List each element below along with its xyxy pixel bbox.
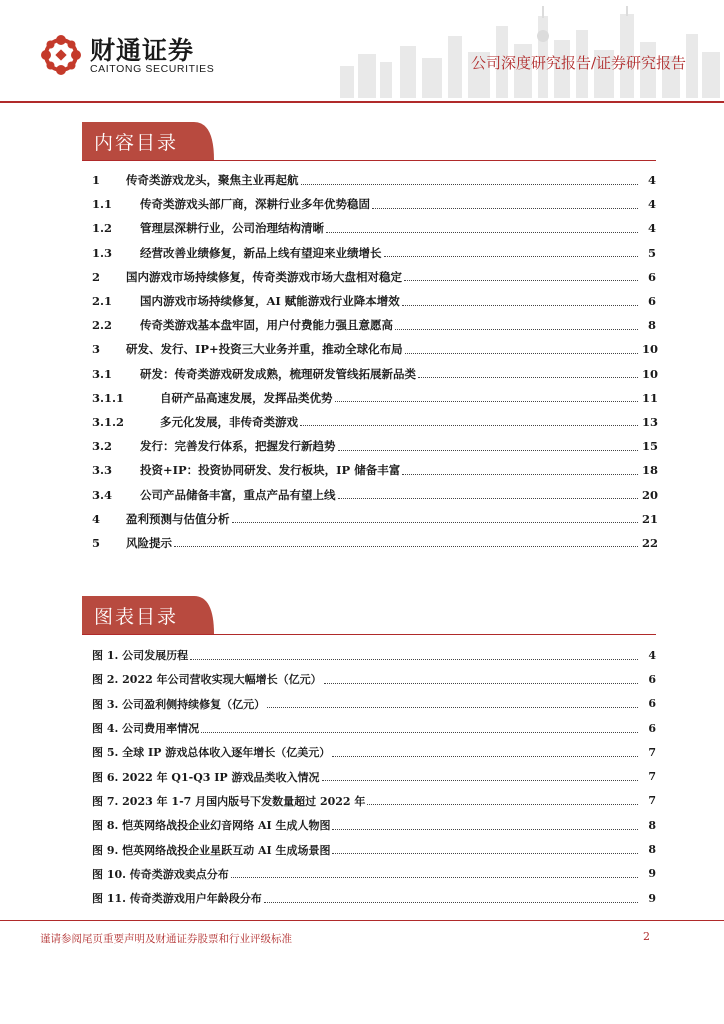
toc-entry-number: 2.2 [92, 318, 113, 333]
report-type-label: 公司深度研究报告/证券研究报告 [470, 54, 686, 72]
toc-entry[interactable] [82, 531, 659, 555]
toc-entry-page: 13 [642, 414, 659, 429]
toc-entry-title: 公司产品储备丰富，重点产品有望上线 [140, 487, 336, 502]
toc-entry-page: 4 [647, 221, 656, 236]
header-divider [0, 101, 724, 103]
toc-entry-page: 15 [642, 439, 659, 454]
toc-entry-title: 经营改善业绩修复，新品上线有望迎来业绩增长 [140, 245, 382, 260]
figure-entry[interactable] [82, 886, 656, 910]
figure-entry-title: 图 11. 传奇类游戏用户年龄段分布 [92, 892, 262, 906]
figure-entry-page: 7 [648, 745, 656, 759]
toc-entry-title: 投资+IP：投资协同研发、发行板块，IP 储备丰富 [140, 463, 401, 478]
toc-entry-number: 3.1.2 [92, 414, 125, 429]
figure-entry-title: 图 5. 全球 IP 游戏总体收入逐年增长（亿美元） [92, 746, 331, 760]
toc-entry[interactable] [82, 362, 659, 386]
toc-entry-page: 22 [642, 535, 659, 550]
toc-entry-number: 2.1 [92, 294, 113, 309]
toc-entry[interactable] [82, 313, 656, 337]
toc-entry[interactable] [82, 386, 659, 410]
section-divider [82, 634, 656, 635]
figure-entry-page: 4 [648, 648, 656, 662]
toc-entry[interactable] [82, 434, 659, 458]
toc-entry-page: 5 [647, 245, 656, 260]
dot-leader [402, 305, 638, 306]
dot-leader [338, 450, 639, 451]
figure-entry-title: 图 9. 恺英网络战投企业星跃互动 AI 生成场景图 [92, 843, 331, 857]
figure-entry[interactable] [82, 740, 656, 764]
toc-entry-title: 国内游戏市场持续修复，AI 赋能游戏行业降本增效 [140, 294, 400, 309]
toc-entry-number: 3.1 [92, 366, 113, 381]
figure-entry-page: 9 [648, 891, 656, 905]
toc-entry[interactable] [82, 265, 656, 289]
toc-entry-number: 3.3 [92, 463, 113, 478]
toc-entry-page: 4 [647, 173, 656, 188]
dot-leader [402, 474, 638, 475]
dot-leader [332, 853, 638, 854]
dot-leader [300, 425, 638, 426]
toc-entry[interactable] [82, 337, 659, 361]
toc-entry-page: 6 [647, 269, 656, 284]
figure-entry-page: 8 [648, 843, 656, 857]
figure-entry[interactable] [82, 862, 656, 886]
toc-entry-number: 1.2 [92, 221, 113, 236]
toc-entry-number: 3.4 [92, 487, 113, 502]
figure-entry-title: 图 1. 公司发展历程 [92, 649, 189, 663]
figure-entry-page: 7 [648, 770, 656, 784]
toc-entry-page: 4 [647, 197, 656, 212]
figure-entry[interactable] [82, 789, 656, 813]
toc-entry[interactable] [82, 507, 659, 531]
dot-leader [418, 377, 638, 378]
toc-entry-title: 研发、发行、IP+投资三大业务并重，推动全球化布局 [126, 342, 403, 357]
figure-entry-title: 图 4. 公司费用率情况 [92, 722, 200, 736]
dot-leader [201, 732, 638, 733]
toc-entry[interactable] [82, 458, 659, 482]
toc-entry-number: 3 [92, 342, 101, 357]
toc-entry-page: 21 [642, 511, 659, 526]
toc-entry-number: 1 [92, 173, 101, 188]
dot-leader [231, 877, 638, 878]
toc-entry-page: 6 [647, 294, 656, 309]
dot-leader [174, 546, 638, 547]
table-of-contents [82, 168, 659, 555]
toc-entry-page: 18 [642, 463, 659, 478]
toc-entry-title: 发行：完善发行体系，把握发行新趋势 [140, 439, 336, 454]
toc-entry-number: 3.2 [92, 439, 113, 454]
toc-entry-number: 4 [92, 511, 101, 526]
dot-leader [332, 829, 638, 830]
toc-entry-number: 1.3 [92, 245, 113, 260]
toc-entry-title: 盈利预测与估值分析 [126, 511, 230, 526]
toc-entry-number: 1.1 [92, 197, 113, 212]
logo-english-name: CAITONG SECURITIES [90, 63, 215, 75]
toc-entry-title: 研发：传奇类游戏研发成熟，梳理研发管线拓展新品类 [140, 366, 416, 381]
dot-leader [404, 280, 638, 281]
page-number: 2 [643, 930, 650, 943]
dot-leader [267, 707, 638, 708]
dot-leader [335, 401, 639, 402]
figure-entry-title: 图 3. 公司盈利侧持续修复（亿元） [92, 697, 266, 711]
toc-entry-number: 5 [92, 535, 101, 550]
toc-entry-title: 风险提示 [126, 535, 172, 550]
dot-leader [232, 522, 639, 523]
toc-entry-number: 3.1.1 [92, 390, 125, 405]
figure-entry-page: 7 [648, 794, 656, 808]
footer-divider [0, 920, 724, 921]
toc-entry-page: 10 [642, 342, 659, 357]
figure-entry-title: 图 7. 2023 年 1-7 月国内版号下发数量超过 2022 年 [92, 794, 366, 808]
figure-entry-page: 6 [648, 697, 656, 711]
toc-entry[interactable] [82, 410, 659, 434]
toc-entry-title: 传奇类游戏龙头，聚焦主业再起航 [126, 173, 299, 188]
figure-entry[interactable] [82, 643, 656, 667]
figure-entry-title: 图 10. 传奇类游戏卖点分布 [92, 867, 229, 881]
toc-entry[interactable] [82, 192, 656, 216]
dot-leader [395, 329, 638, 330]
toc-entry[interactable] [82, 168, 656, 192]
figure-entry-page: 8 [648, 818, 656, 832]
toc-entry-page: 10 [642, 366, 659, 381]
figure-entry[interactable] [82, 837, 656, 861]
dot-leader [190, 659, 638, 660]
dot-leader [264, 902, 638, 903]
dot-leader [405, 353, 638, 354]
figure-entry[interactable] [82, 716, 656, 740]
dot-leader [372, 208, 638, 209]
toc-entry-title: 管理层深耕行业，公司治理结构清晰 [140, 221, 324, 236]
figure-entry-page: 9 [648, 867, 656, 881]
toc-entry-title: 多元化发展，非传奇类游戏 [160, 414, 298, 429]
logo-chinese-name: 财通证券 [90, 36, 195, 65]
dot-leader [367, 804, 638, 805]
dot-leader [324, 683, 638, 684]
figure-entry-title: 图 6. 2022 年 Q1-Q3 IP 游戏品类收入情况 [92, 770, 320, 784]
toc-heading: 内容目录 [94, 132, 179, 154]
toc-entry-page: 11 [642, 390, 659, 405]
toc-section-header [82, 121, 656, 161]
figure-entry[interactable] [82, 667, 656, 691]
dot-leader [384, 256, 639, 257]
toc-entry-page: 20 [642, 487, 659, 502]
toc-entry[interactable] [82, 482, 659, 506]
figure-entry-title: 图 2. 2022 年公司营收实现大幅增长（亿元） [92, 673, 322, 687]
toc-entry-page: 8 [647, 318, 656, 333]
toc-entry-title: 国内游戏市场持续修复，传奇类游戏市场大盘相对稳定 [126, 269, 402, 284]
toc-entry[interactable] [82, 216, 656, 240]
figures-heading: 图表目录 [94, 606, 179, 628]
caitong-logo-icon [40, 34, 82, 76]
figure-entry[interactable] [82, 813, 656, 837]
toc-entry-title: 自研产品高速发展，发挥品类优势 [160, 390, 333, 405]
toc-entry-number: 2 [92, 269, 101, 284]
list-of-figures [82, 643, 656, 910]
dot-leader [326, 232, 638, 233]
toc-entry[interactable] [82, 289, 656, 313]
dot-leader [301, 184, 639, 185]
figure-entry[interactable] [82, 692, 656, 716]
dot-leader [332, 756, 638, 757]
toc-entry-title: 传奇类游戏头部厂商，深耕行业多年优势稳固 [140, 197, 370, 212]
figure-entry-page: 6 [648, 672, 656, 686]
disclaimer-note: 谨请参阅尾页重要声明及财通证券股票和行业评级标准 [40, 933, 292, 945]
dot-leader [338, 498, 639, 499]
toc-entry[interactable] [82, 241, 656, 265]
toc-entry-title: 传奇类游戏基本盘牢固，用户付费能力强且意愿高 [140, 318, 393, 333]
figure-entry-page: 6 [648, 721, 656, 735]
figure-entry-title: 图 8. 恺英网络战投企业幻音网络 AI 生成人物图 [92, 819, 331, 833]
page-header [0, 0, 724, 104]
figures-section-header [82, 595, 656, 635]
dot-leader [322, 780, 638, 781]
section-divider [82, 160, 656, 161]
figure-entry[interactable] [82, 764, 656, 788]
